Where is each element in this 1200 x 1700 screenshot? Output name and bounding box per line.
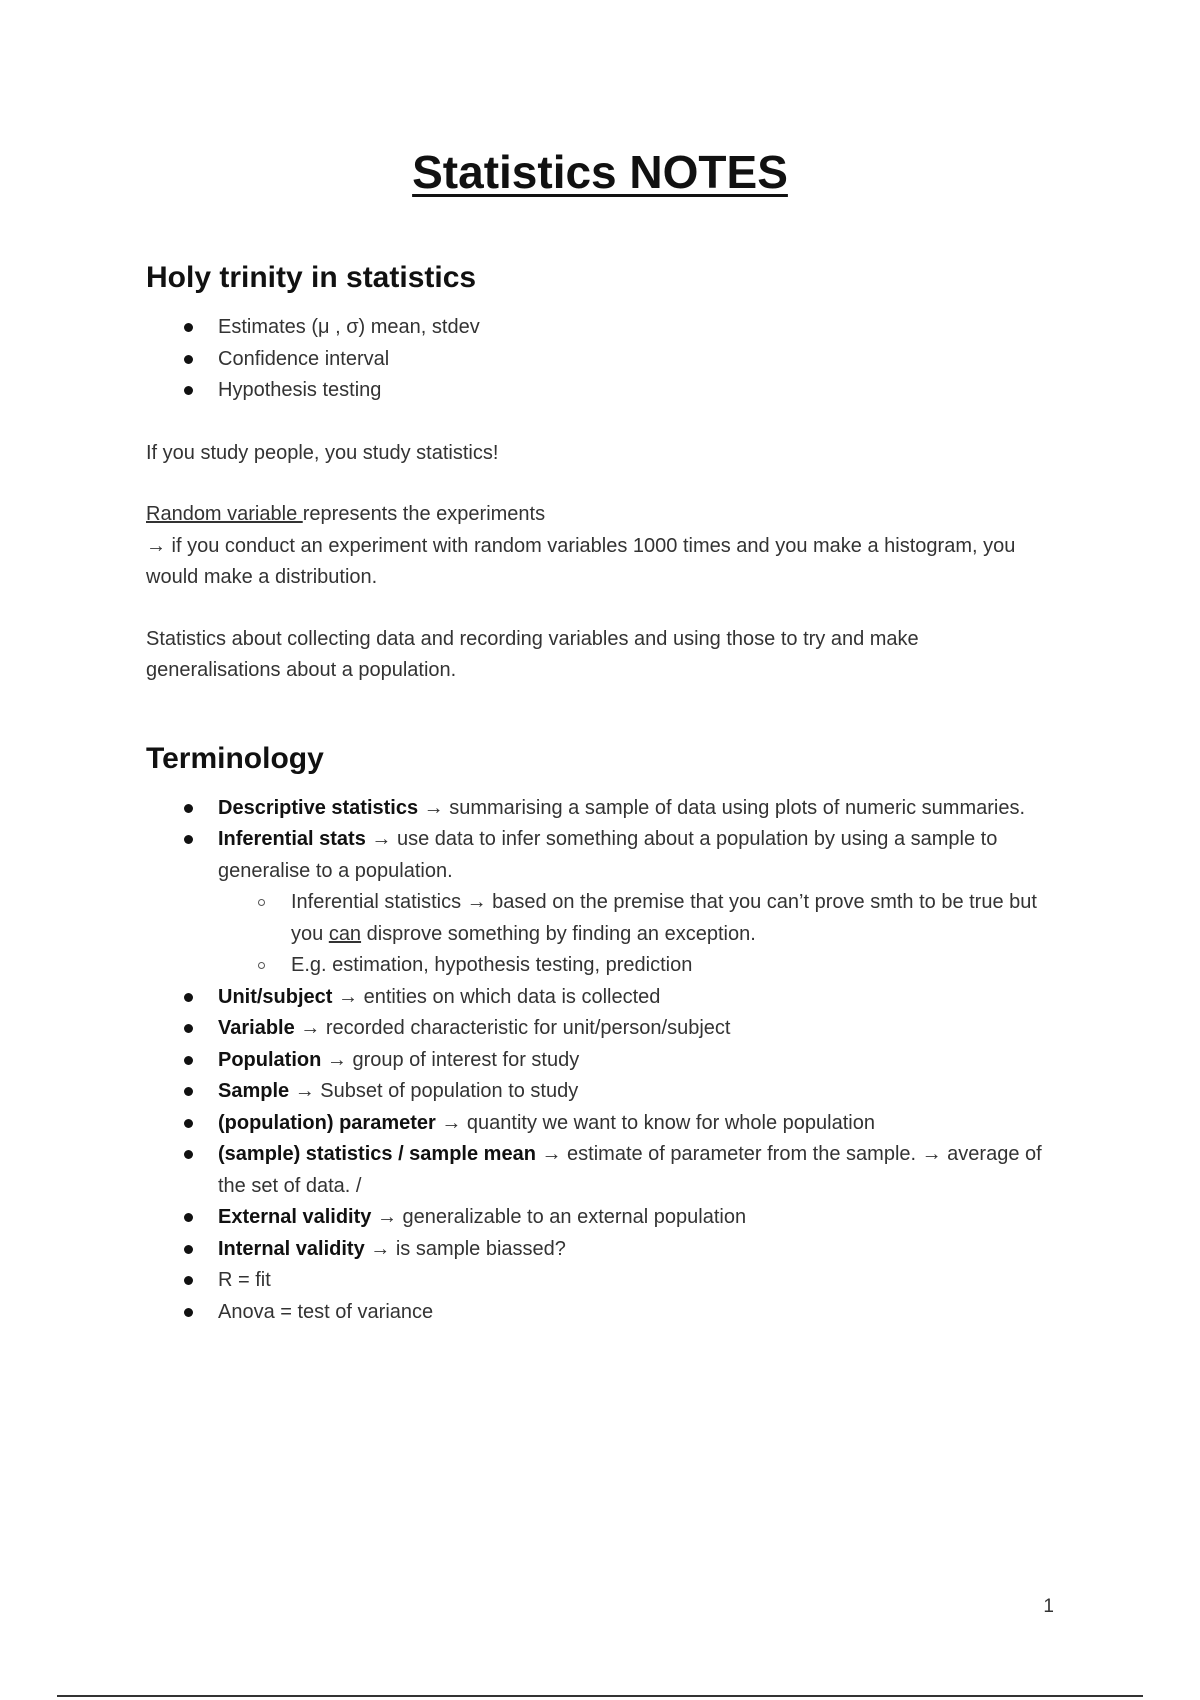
list-item: Hypothesis testing [218, 375, 1056, 407]
holy-trinity-list [146, 312, 1056, 407]
sub-list-item: E.g. estimation, hypothesis testing, prediction [291, 950, 1056, 982]
term-label: Unit/subject [218, 985, 333, 1008]
list-item: Confidence interval [218, 344, 1056, 376]
term-label: Inferential stats [218, 828, 366, 850]
page-title: Statistics NOTES [412, 146, 788, 198]
list-item [218, 1013, 1056, 1045]
term-definition: → entities on which data is collected [332, 985, 661, 1008]
list-item: Anova = test of variance [218, 1297, 1056, 1329]
paragraph-random-variable [146, 499, 1056, 531]
paragraph-random-variable-detail: → if you conduct an experiment with random variables 1000 times and you make a histogram, you would make a distribution. [146, 534, 1016, 588]
terminology-list [146, 793, 1056, 1329]
term-definition: → Subset of population to study [289, 1080, 579, 1102]
inferential-sublist [218, 887, 1056, 982]
list-item: Estimates (μ , σ) mean, stdev [218, 312, 1056, 344]
page-number: 1 [1043, 1596, 1054, 1617]
paragraph-study-people: If you study people, you study statistics! [146, 441, 499, 464]
term-definition: → is sample biassed? [364, 1237, 566, 1260]
list-item [218, 1202, 1056, 1234]
footer-divider [57, 1695, 1143, 1697]
term-label: External validity [218, 1206, 372, 1228]
term-definition: → generalizable to an external population [371, 1206, 747, 1228]
list-item: R = fit [218, 1265, 1056, 1297]
heading-terminology: Terminology [146, 741, 324, 775]
document-body [146, 258, 1056, 1328]
term-definition: → summarising a sample of data using plots of numeric summaries. [418, 796, 1026, 819]
heading-holy-trinity: Holy trinity in statistics [146, 261, 477, 294]
sub-list-item [291, 887, 1056, 950]
sub-item-underlined: can [328, 922, 362, 945]
term-definition: → group of interest for study [321, 1048, 580, 1071]
sub-item-text: disprove something by finding an exception. [361, 922, 756, 945]
term-label: Descriptive statistics [218, 796, 419, 819]
term-label: Sample [218, 1080, 290, 1102]
paragraph-statistics-about: Statistics about collecting data and recording variables and using those to try and make generalisations about a population. [146, 627, 919, 681]
sub-item-text: Inferential statistics → based on the premise that you can’t prove smth to be true but you [291, 891, 1037, 945]
term-label: Population [218, 1048, 322, 1071]
list-item [218, 824, 1056, 982]
list-item [218, 1076, 1056, 1108]
term-label: Internal validity [218, 1237, 365, 1260]
random-variable-term: Random variable [146, 503, 303, 525]
list-item [218, 1234, 1056, 1266]
term-label: (population) parameter [218, 1111, 436, 1134]
term-definition: → use data to infer something about a population by using a sample to generalise to a population. [218, 828, 998, 882]
list-item [218, 1139, 1056, 1202]
list-item [218, 793, 1056, 825]
term-definition: → recorded characteristic for unit/person/subject [294, 1017, 731, 1039]
list-item [218, 982, 1056, 1014]
list-item [218, 1045, 1056, 1077]
term-definition: → quantity we want to know for whole population [435, 1111, 875, 1134]
random-variable-text: represents the experiments [302, 503, 546, 525]
list-item [218, 1108, 1056, 1140]
term-label: Variable [218, 1017, 295, 1039]
term-label: (sample) statistics / sample mean [218, 1143, 536, 1165]
term-definition: → estimate of parameter from the sample. → average of the set of data. / [218, 1143, 1042, 1197]
